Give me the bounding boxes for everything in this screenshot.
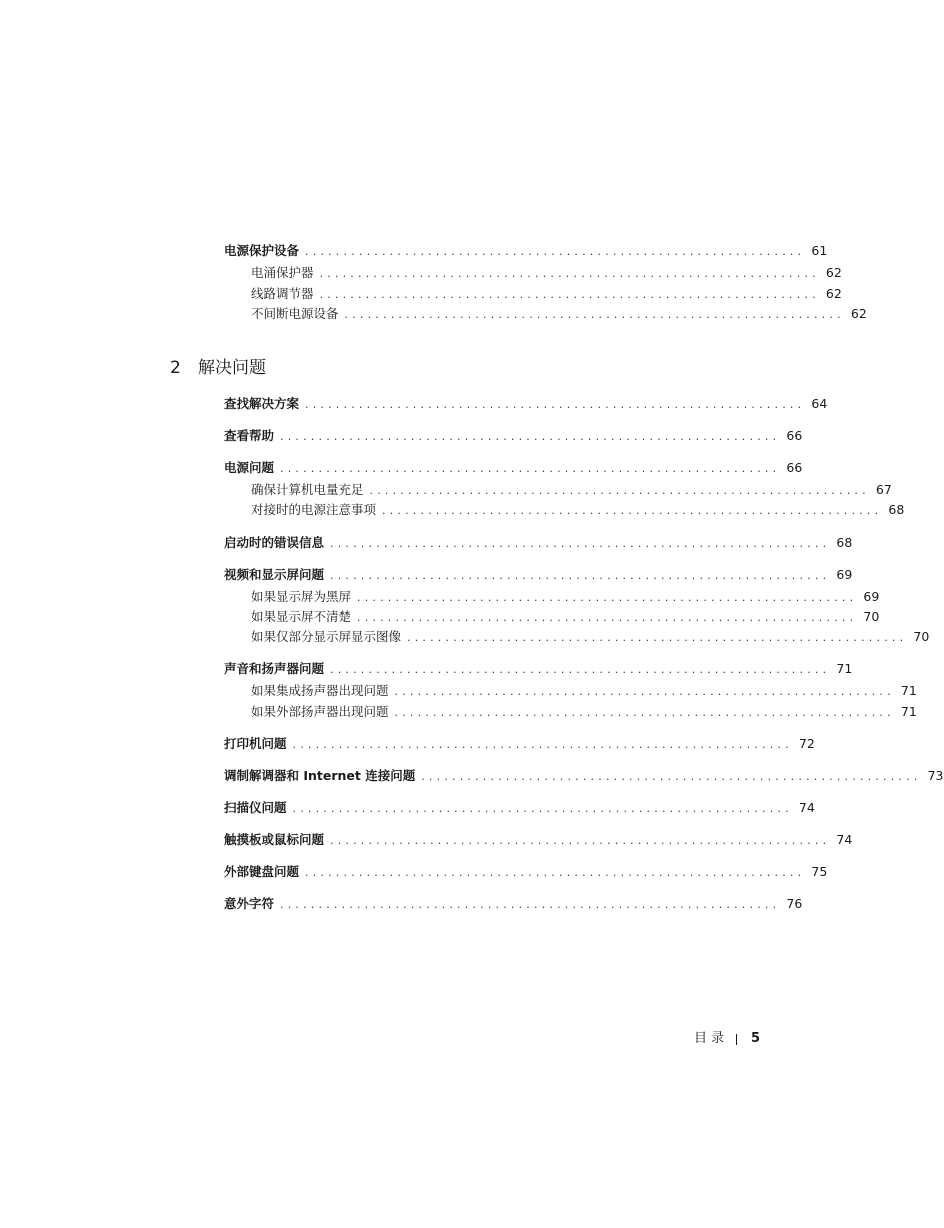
toc-entry-sound-speakers[interactable]: [224, 660, 853, 678]
toc-entry-power-protection[interactable]: [224, 242, 828, 260]
dot-leader: .................................................................: [407, 631, 908, 644]
dot-leader: .................................................................: [305, 245, 806, 258]
toc-entry-label: 不间断电源设备: [251, 306, 339, 321]
toc-entry-video-display[interactable]: [224, 566, 853, 584]
toc-entry-label: 线路调节器: [251, 286, 314, 301]
toc-entry-label: 外部键盘问题: [224, 864, 300, 879]
dot-leader: .................................................................: [330, 663, 831, 676]
toc-page-number: 70: [913, 629, 930, 644]
toc-entry-label: 电源保护设备: [224, 243, 300, 258]
toc-page-number: 69: [863, 589, 880, 604]
toc-entry-label: 意外字符: [224, 896, 275, 911]
dot-leader: .................................................................: [319, 288, 820, 301]
toc-page-number: 62: [850, 306, 867, 321]
toc-page-number: 67: [875, 482, 892, 497]
dot-leader: .................................................................: [330, 569, 831, 582]
dot-leader: .................................................................: [357, 611, 858, 624]
dot-leader: .................................................................: [280, 462, 781, 475]
toc-page-number: 61: [811, 243, 828, 258]
page-footer: [694, 1030, 760, 1048]
footer-title: 目录: [694, 1031, 729, 1046]
dot-leader: .................................................................: [292, 738, 793, 751]
footer-separator: [736, 1034, 737, 1045]
toc-page-number: 62: [825, 265, 842, 280]
toc-entry-unexpected-characters[interactable]: [224, 895, 803, 913]
toc-entry-label: 如果外部扬声器出现问题: [251, 704, 389, 719]
toc-entry-label: 确保计算机电量充足: [251, 482, 364, 497]
dot-leader: .................................................................: [357, 591, 858, 604]
toc-entry-surge-protector[interactable]: [251, 264, 842, 282]
toc-page-number: 71: [836, 661, 853, 676]
toc-entry-scanner[interactable]: [224, 799, 815, 817]
dot-leader: .................................................................: [394, 706, 895, 719]
toc-entry-label: 查找解决方案: [224, 396, 300, 411]
toc-page-number: 74: [798, 800, 815, 815]
toc-entry-display-unclear[interactable]: [251, 608, 880, 626]
toc-entry-label: 扫描仪问题: [224, 800, 287, 815]
dot-leader: .................................................................: [330, 834, 831, 847]
toc-entry-label: 查看帮助: [224, 428, 275, 443]
toc-entry-line-conditioner[interactable]: [251, 285, 842, 303]
dot-leader: .................................................................: [330, 537, 831, 550]
dot-leader: .................................................................: [382, 504, 883, 517]
toc-entry-label: 电源问题: [224, 460, 275, 475]
toc-page-number: 64: [811, 396, 828, 411]
toc-page-number: 68: [888, 502, 905, 517]
toc-entry-display-partial[interactable]: [251, 628, 930, 646]
dot-leader: .................................................................: [319, 267, 820, 280]
toc-entry-touchpad-mouse[interactable]: [224, 831, 853, 849]
footer-page-number: 5: [751, 1031, 761, 1046]
toc-entry-startup-errors[interactable]: [224, 534, 853, 552]
toc-entry-label: 如果显示屏为黑屏: [251, 589, 352, 604]
toc-entry-find-solutions[interactable]: [224, 395, 828, 413]
toc-page-number: 68: [836, 535, 853, 550]
toc-page-number: 72: [798, 736, 815, 751]
toc-entry-integrated-speakers[interactable]: [251, 682, 917, 700]
toc-entry-label: 打印机问题: [224, 736, 287, 751]
dot-leader: .................................................................: [305, 398, 806, 411]
toc-page-number: 62: [825, 286, 842, 301]
toc-page-number: 69: [836, 567, 853, 582]
toc-entry-label: 调制解调器和 Internet 连接问题: [224, 768, 416, 783]
chapter-title: 解决问题: [198, 358, 266, 378]
toc-entry-label: 如果仅部分显示屏显示图像: [251, 629, 402, 644]
toc-page-number: 75: [811, 864, 828, 879]
toc-page-number: 73: [927, 768, 944, 783]
toc-entry-external-keyboard[interactable]: [224, 863, 828, 881]
chapter-number: 2: [170, 358, 181, 378]
toc-entry-label: 对接时的电源注意事项: [251, 502, 377, 517]
dot-leader: .................................................................: [280, 898, 781, 911]
toc-entry-label: 电涌保护器: [251, 265, 314, 280]
toc-page-number: 71: [900, 683, 917, 698]
toc-entry-external-speakers[interactable]: [251, 703, 917, 721]
dot-leader: .................................................................: [280, 430, 781, 443]
toc-entry-ensure-power[interactable]: [251, 481, 892, 499]
toc-entry-ups[interactable]: [251, 305, 867, 323]
toc-entry-label: 声音和扬声器问题: [224, 661, 325, 676]
toc-entry-label: 如果显示屏不清楚: [251, 609, 352, 624]
toc-page-number: 74: [836, 832, 853, 847]
toc-page-number: 76: [786, 896, 803, 911]
toc-entry-modem-internet[interactable]: [224, 767, 944, 785]
dot-leader: .................................................................: [292, 802, 793, 815]
toc-entry-printer[interactable]: [224, 735, 815, 753]
dot-leader: .................................................................: [344, 308, 845, 321]
toc-entry-docking-power[interactable]: [251, 501, 905, 519]
toc-entry-view-help[interactable]: [224, 427, 803, 445]
toc-entry-power-problems[interactable]: [224, 459, 803, 477]
toc-page-number: 71: [900, 704, 917, 719]
dot-leader: .................................................................: [394, 685, 895, 698]
toc-entry-label: 启动时的错误信息: [224, 535, 325, 550]
toc-page-number: 66: [786, 428, 803, 443]
chapter-heading[interactable]: [170, 356, 266, 380]
dot-leader: .................................................................: [369, 484, 870, 497]
toc-entry-display-blank[interactable]: [251, 588, 880, 606]
dot-leader: .................................................................: [421, 770, 922, 783]
toc-page-number: 66: [786, 460, 803, 475]
toc-entry-label: 触摸板或鼠标问题: [224, 832, 325, 847]
toc-entry-label: 如果集成扬声器出现问题: [251, 683, 389, 698]
toc-page-number: 70: [863, 609, 880, 624]
dot-leader: .................................................................: [305, 866, 806, 879]
toc-entry-label: 视频和显示屏问题: [224, 567, 325, 582]
